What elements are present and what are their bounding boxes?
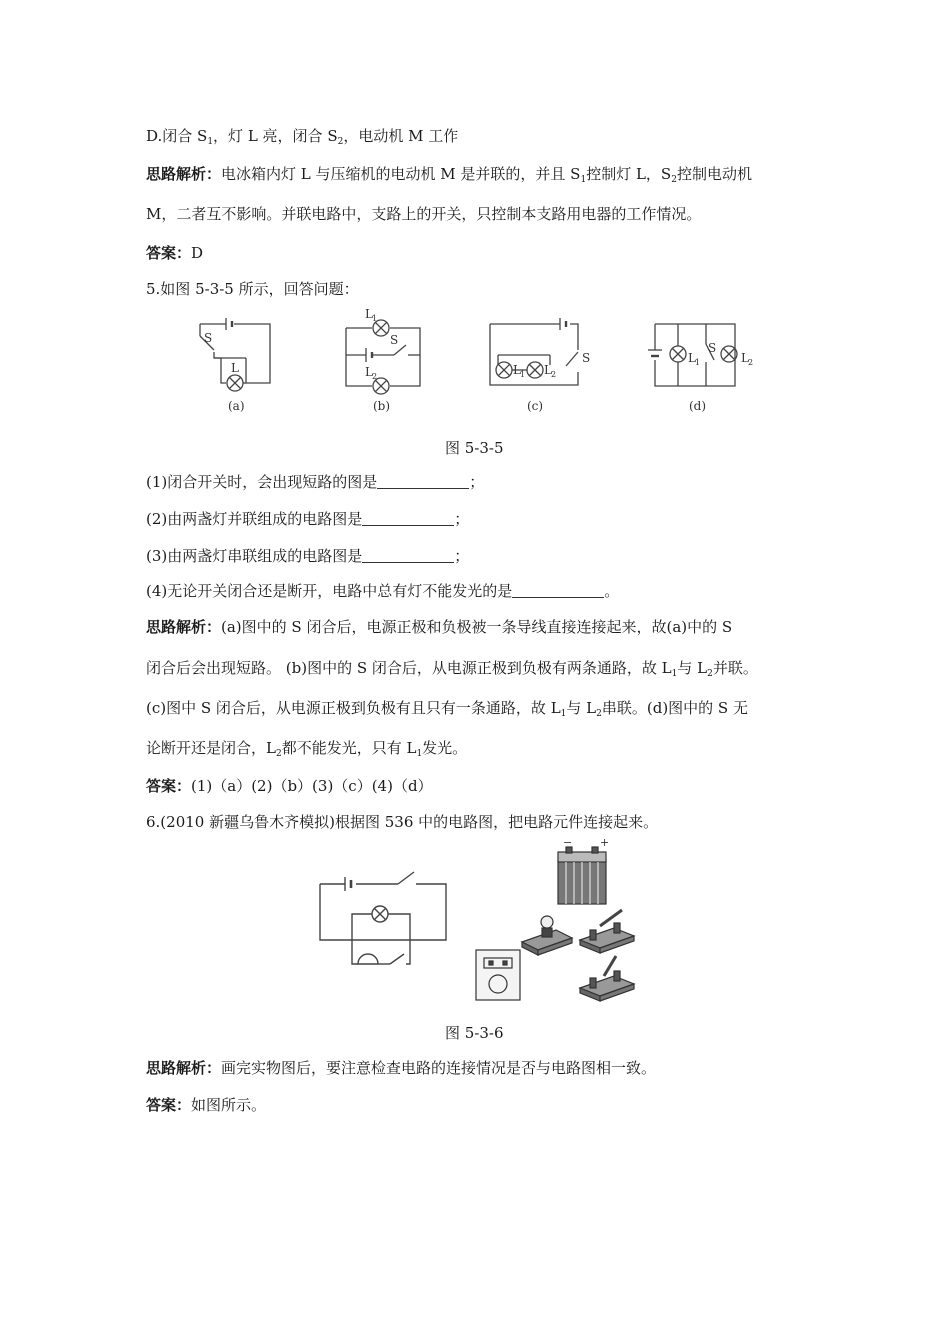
q5-analysis-line3: (c)图中 S 闭合后，从电源正极到负极有且只有一条通路，故 $L_1$与 $L_2$串联。(d)图中的 S 无 <box>146 699 748 719</box>
q5-question-2: (2)由两盏灯并联组成的电路图是 ； <box>146 510 470 528</box>
svg-text:L: L <box>365 365 373 379</box>
svg-text:1: 1 <box>372 314 378 323</box>
bell-switch <box>390 954 404 964</box>
svg-text:S: S <box>582 351 591 365</box>
switch-object-1 <box>580 910 634 953</box>
fig-label-b: (b) <box>373 399 391 413</box>
q5-question-3: (3)由两盏灯串联组成的电路图是 ； <box>146 547 470 565</box>
svg-text:1: 1 <box>520 370 526 379</box>
fig-label-a: (a) <box>228 399 245 413</box>
battery-object <box>558 847 606 904</box>
q5-question-1: (1)闭合开关时，会出现短路的图是 ； <box>146 473 485 491</box>
fig-label-d: (d) <box>689 399 707 413</box>
svg-text:L: L <box>544 363 552 377</box>
q5-question-4: (4)无论开关闭合还是断开，电路中总有灯不能发光的是 。 <box>146 582 620 600</box>
figure-5-3-6-caption: 图 5-3-6 <box>445 1024 504 1042</box>
svg-text:L: L <box>513 363 521 377</box>
q4-analysis-line2: M，二者互不影响。并联电路中，支路上的开关，只控制本支路用电器的工作情况。 <box>146 205 702 223</box>
figure-5-3-5-caption: 图 5-3-5 <box>445 439 504 457</box>
q5-analysis-line2: 闭合后会出现短路。 (b)图中的 S 闭合后，从电源正极到负极有两条通路，故 $L_1$与 $L_2$并联。 <box>146 659 758 679</box>
svg-text:S: S <box>390 333 399 347</box>
svg-text:2: 2 <box>748 358 754 367</box>
q5-analysis-line1: 思路解析：(a)图中的 S 闭合后，电源正极和负极被一条导线直接连接起来，故(a)中的 S <box>146 618 733 636</box>
label-l-a: L <box>231 361 239 375</box>
svg-text:L: L <box>741 351 749 365</box>
q6-stem: 6.(2010 新疆乌鲁木齐模拟)根据图 536 中的电路图，把电路元件连接起来。 <box>146 813 659 831</box>
fig-label-c: (c) <box>527 399 544 413</box>
battery-minus: − <box>563 836 573 849</box>
q6-answer: 答案：如图所示。 <box>146 1096 267 1114</box>
bulb-board-object <box>522 916 572 955</box>
switch-object-2 <box>580 956 634 1001</box>
svg-text:L: L <box>688 351 696 365</box>
svg-text:S: S <box>708 341 717 355</box>
battery-plus: + <box>600 836 610 849</box>
bell-object <box>476 950 520 1000</box>
circuit-diagram-5-3-6 <box>320 872 446 964</box>
option-d: D.闭合 $S_1$，灯 L 亮，闭合 $S_2$，电动机 M 工作 <box>146 127 459 147</box>
bell-symbol <box>358 954 378 964</box>
q5-stem: 5.如图 5-3-5 所示，回答问题： <box>146 280 359 298</box>
q5-answer: 答案：(1)（a）(2)（b）(3)（c）(4)（d） <box>146 777 433 795</box>
main-switch <box>398 872 414 884</box>
svg-text:1: 1 <box>695 358 701 367</box>
q4-answer: 答案：D <box>146 244 204 262</box>
q4-analysis-line1: 思路解析：电冰箱内灯 L 与压缩机的电动机 M 是并联的，并且 $S_1$控制灯 L，$S_2$控制电动机 <box>146 165 752 185</box>
label-s-a: S <box>204 331 213 345</box>
q5-analysis-line4: 论断开还是闭合，$L_2$都不能发光，只有 $L_1$发光。 <box>146 739 468 759</box>
q6-analysis: 思路解析：画完实物图后，要注意检查电路的连接情况是否与电路图相一致。 <box>146 1059 657 1077</box>
svg-text:L: L <box>365 307 373 321</box>
svg-text:2: 2 <box>372 372 378 381</box>
svg-text:2: 2 <box>551 370 557 379</box>
